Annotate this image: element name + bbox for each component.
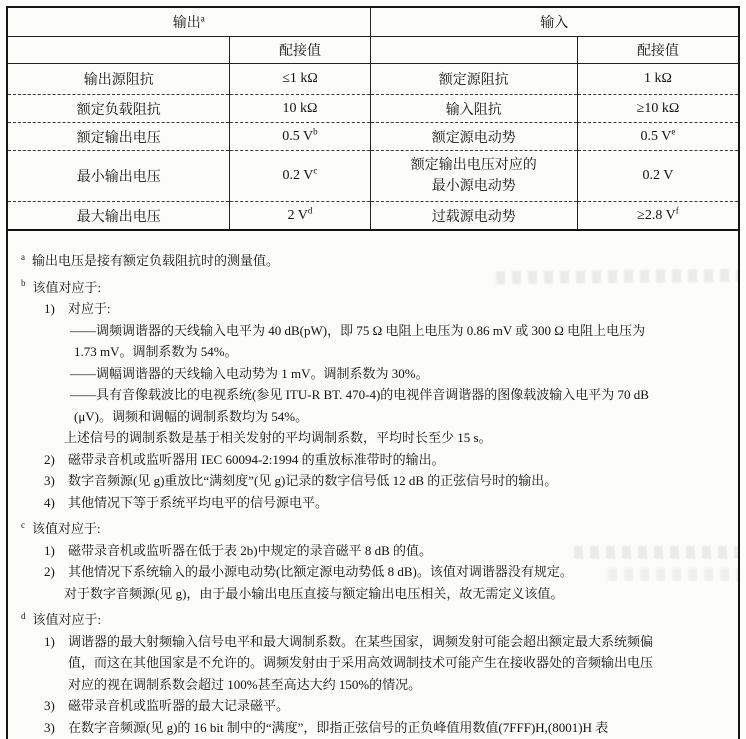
table-row <box>8 202 738 231</box>
row-label: 输出源阻抗 <box>83 73 154 88</box>
table-row <box>8 123 738 151</box>
page-frame <box>6 6 740 739</box>
matching-values-table <box>8 8 738 231</box>
row-label: 额定源阻抗 <box>370 64 577 95</box>
matching-value-header-left: 配接值 <box>230 37 370 64</box>
footnote-ref-a: a <box>200 13 205 24</box>
row-label: 最大输出电压 <box>76 209 161 225</box>
empty-cell <box>8 37 230 64</box>
row-value: ≥10 kΩ <box>577 95 738 123</box>
row-label: 最小输出电压 <box>76 170 161 185</box>
footnote-ref-f: f <box>675 204 679 215</box>
footnote-line: ——具有音像载波比的电视系统(参见 ITU-R BT. 470-4)的电视伴音调谐器的图像载波输入电平为 70 dB <box>70 387 649 402</box>
footnote-line: ——调频调谐器的天线输入电平为 40 dB(pW)，即 75 Ω 电阻上电压为 0.86 mV 或 300 Ω 电阻上电压为 <box>70 322 646 338</box>
row-value: 0.5 Ve <box>577 123 738 151</box>
table-row <box>8 95 738 123</box>
footnote-line: ——调幅调谐器的天线输入电动势为 1 mV。调制系数为 30%。 <box>70 365 429 381</box>
table-row <box>8 151 738 202</box>
footnote-line: 3) 在数字音频源(见 g)的 16 bit 制中的“满度”，即指正弦信号的正负峰值用数值(7FFF)H,(8001)H 表 <box>44 719 609 735</box>
footnote-line: 3) 磁带录音机或监听器的最大记录磁平。 <box>44 698 290 713</box>
row-label: 额定源电动势 <box>370 123 577 151</box>
footnote-ref-d: d <box>307 204 313 215</box>
footnote-line: 1) 调谐器的最大射频输入信号电平和最大调制系数。在某些国家，调频发射可能会超出额定最大系统频偏 <box>44 633 654 649</box>
row-value: 0.2 $V^c$ <box>230 151 370 202</box>
table-row <box>8 64 738 95</box>
row-value: ≤1 kΩ <box>230 64 370 95</box>
row-label: 输入阻抗 <box>370 95 577 123</box>
table-subheader-row <box>8 37 738 64</box>
footnote-a: $^a$ 输出电压是接有额定负载阻抗时的测量值。 <box>21 251 280 268</box>
footnote-line: 3) 数字音频源(见 g)重放比“满刻度”(见 g)记录的数字信号低 12 dB 的正弦信号时的输出。 <box>44 473 558 488</box>
row-value: 10 kΩ <box>230 95 370 123</box>
row-label: 过载源电动势 <box>370 202 577 231</box>
footnote-line: 1.73 mV。调制系数为 54%。 <box>74 344 238 359</box>
footnotes-section <box>8 231 738 738</box>
footnote-line: 1) 对应于: <box>44 301 111 316</box>
row-label: 额定负载阻抗 <box>76 102 161 118</box>
footnote-line: 对于数字音频源(见 g)，由于最小输出电压直接与额定输出电压相关，故无需定义该值。 <box>64 585 564 601</box>
row-label: 额定输出电压 <box>76 130 161 146</box>
row-label: 额定输出电压对应的 最小源电动势 <box>370 151 577 202</box>
input-header: 输入 <box>370 8 738 37</box>
footnote-ref-e: e <box>671 125 676 136</box>
footnote-line: 上述信号的调制系数是基于相关发射的平均调制系数，平均时长至少 15 s。 <box>64 430 492 445</box>
row-value: 0.2 V <box>577 151 738 202</box>
output-header: 输出$^a$ <box>8 8 370 37</box>
footnote-ref-b: b <box>313 125 318 136</box>
footnote-line: 2) 磁带录音机或监听器用 IEC 60094-2:1994 的重放标准带时的输出。 <box>44 451 445 467</box>
row-value: ≥2.8 $V^f$ <box>577 202 738 231</box>
footnote-d: $^d$ 该值对应于: <box>21 610 102 627</box>
footnote-b: $^b$ 该值对应于: <box>21 278 102 295</box>
footnote-line: 4) 其他情况下等于系统平均电平的信号源电平。 <box>44 494 329 510</box>
row-value: 2 $V^d$ <box>230 202 370 231</box>
row-value: 1 kΩ <box>577 64 738 95</box>
matching-value-header-right: 配接值 <box>577 37 738 64</box>
empty-cell <box>370 37 577 64</box>
footnote-line: 2) 其他情况下系统输入的最小源电动势(比额定源电动势低 8 dB)。该值对调谐器没有规定。 <box>44 564 573 579</box>
footnote-line: 值，而这在其他国家是不允许的。调频发射由于采用高效调制技术可能产生在接收器处的音频输出电压 <box>68 655 654 670</box>
footnote-ref-c: c <box>313 165 318 176</box>
table-header-row <box>8 8 738 37</box>
footnote-line: (μV)。调频和调幅的调制系数均为 54%。 <box>74 408 309 424</box>
footnote-line: 1) 磁带录音机或监听器在低于表 2b)中规定的录音磁平 8 dB 的值。 <box>44 542 433 558</box>
footnote-line: 对应的视在调制系数会超过 100%甚至高达大约 150%的情况。 <box>68 676 422 692</box>
row-value: 0.5 $V^b$ <box>230 123 370 151</box>
footnote-c: $^c$ 该值对应于: <box>21 519 101 536</box>
